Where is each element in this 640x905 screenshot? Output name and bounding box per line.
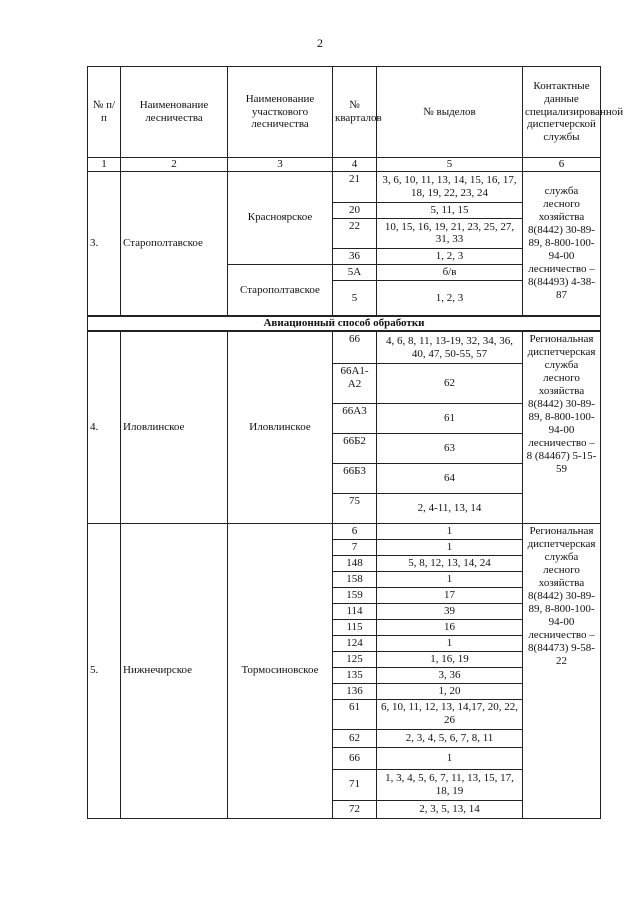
quarter-number: 7 — [333, 539, 377, 555]
quarter-number: 136 — [333, 683, 377, 699]
allotment-numbers: 39 — [377, 603, 523, 619]
header-cell: Контактные данные специализированной диспетчерской службы — [523, 67, 601, 158]
column-number: 5 — [377, 158, 523, 172]
allotment-numbers: 6, 10, 11, 12, 13, 14,17, 20, 22, 26 — [377, 699, 523, 729]
quarter-number: 159 — [333, 587, 377, 603]
allotment-numbers: 1 — [377, 635, 523, 651]
forestry-name: Старополтавское — [121, 171, 228, 316]
header-row — [88, 67, 601, 158]
allotment-numbers: 5, 8, 12, 13, 14, 24 — [377, 555, 523, 571]
section-title: Авиационный способ обработки — [88, 316, 601, 331]
quarter-number: 66Б3 — [333, 463, 377, 493]
page-number: 2 — [317, 36, 323, 50]
row-number: 5. — [88, 523, 121, 818]
quarter-number: 66 — [333, 747, 377, 769]
section-row — [88, 316, 601, 331]
column-number: 2 — [121, 158, 228, 172]
quarter-number: 62 — [333, 729, 377, 747]
column-number: 1 — [88, 158, 121, 172]
quarter-number: 71 — [333, 769, 377, 800]
quarter-number: 6 — [333, 523, 377, 539]
allotment-numbers: 3, 6, 10, 11, 13, 14, 15, 16, 17, 18, 19, 22, 23, 24 — [377, 171, 523, 202]
allotment-numbers: 1, 16, 19 — [377, 651, 523, 667]
allotment-numbers: 64 — [377, 463, 523, 493]
table-row — [88, 523, 601, 539]
header-cell: № п/п — [88, 67, 121, 158]
row-number: 4. — [88, 331, 121, 523]
header-cell: Наименование участкового лесничества — [228, 67, 333, 158]
quarter-number: 5 — [333, 280, 377, 316]
allotment-numbers: 63 — [377, 433, 523, 463]
quarter-number: 114 — [333, 603, 377, 619]
quarter-number: 72 — [333, 800, 377, 818]
column-number-row — [88, 158, 601, 172]
quarter-number: 20 — [333, 202, 377, 218]
quarter-number: 22 — [333, 218, 377, 248]
quarter-number: 66А3 — [333, 403, 377, 433]
allotment-numbers: 2, 4-11, 13, 14 — [377, 493, 523, 523]
quarter-number: 148 — [333, 555, 377, 571]
quarter-number: 61 — [333, 699, 377, 729]
allotment-numbers: 3, 36 — [377, 667, 523, 683]
quarter-number: 21 — [333, 171, 377, 202]
quarter-number: 75 — [333, 493, 377, 523]
quarter-number: 66А1-А2 — [333, 363, 377, 403]
table-row — [88, 171, 601, 202]
district-name: Старополтавское — [228, 264, 333, 316]
header-cell: Наименование лесничества — [121, 67, 228, 158]
district-name: Тормосиновское — [228, 523, 333, 818]
allotment-numbers: 5, 11, 15 — [377, 202, 523, 218]
forestry-name: Нижнечирское — [121, 523, 228, 818]
allotment-numbers: 2, 3, 5, 13, 14 — [377, 800, 523, 818]
allotment-numbers: 2, 3, 4, 5, 6, 7, 8, 11 — [377, 729, 523, 747]
allotment-numbers: б/в — [377, 264, 523, 280]
quarter-number: 124 — [333, 635, 377, 651]
column-number: 4 — [333, 158, 377, 172]
contact-info: Региональная диспетчерская служба лесного хозяйства 8(8442) 30-89-89, 8-800-100-94-00 лесничество – 8(84473) 9-58-22 — [523, 523, 601, 818]
quarter-number: 66 — [333, 331, 377, 363]
header-cell: № выделов — [377, 67, 523, 158]
allotment-numbers: 4, 6, 8, 11, 13-19, 32, 34, 36, 40, 47, 50-55, 57 — [377, 331, 523, 363]
allotment-numbers: 1 — [377, 539, 523, 555]
district-name: Красноярское — [228, 171, 333, 264]
allotment-numbers: 1, 2, 3 — [377, 280, 523, 316]
allotment-numbers: 17 — [377, 587, 523, 603]
district-name: Иловлинское — [228, 331, 333, 523]
forestry-name: Иловлинское — [121, 331, 228, 523]
quarter-number: 36 — [333, 248, 377, 264]
quarter-number: 66Б2 — [333, 433, 377, 463]
quarter-number: 135 — [333, 667, 377, 683]
column-number: 6 — [523, 158, 601, 172]
quarter-number: 115 — [333, 619, 377, 635]
allotment-numbers: 61 — [377, 403, 523, 433]
allotment-numbers: 1 — [377, 747, 523, 769]
allotment-numbers: 1 — [377, 571, 523, 587]
header-cell: № кварталов — [333, 67, 377, 158]
contact-info: Региональная диспетчерская служба лесного хозяйства 8(8442) 30-89-89, 8-800-100-94-00 лесничество – 8 (84467) 5-15-59 — [523, 331, 601, 523]
allotment-numbers: 1, 2, 3 — [377, 248, 523, 264]
allotment-numbers: 10, 15, 16, 19, 21, 23, 25, 27, 31, 33 — [377, 218, 523, 248]
quarter-number: 5А — [333, 264, 377, 280]
quarter-number: 125 — [333, 651, 377, 667]
row-number: 3. — [88, 171, 121, 316]
allotment-numbers: 1, 20 — [377, 683, 523, 699]
allotment-numbers: 1, 3, 4, 5, 6, 7, 11, 13, 15, 17, 18, 19 — [377, 769, 523, 800]
table-row — [88, 331, 601, 363]
quarter-number: 158 — [333, 571, 377, 587]
forestry-table — [87, 66, 624, 819]
contact-info: служба лесного хозяйства 8(8442) 30-89-89, 8-800-100-94-00 лесничество – 8(84493) 4-38-87 — [523, 171, 601, 316]
allotment-numbers: 16 — [377, 619, 523, 635]
column-number: 3 — [228, 158, 333, 172]
allotment-numbers: 62 — [377, 363, 523, 403]
allotment-numbers: 1 — [377, 523, 523, 539]
